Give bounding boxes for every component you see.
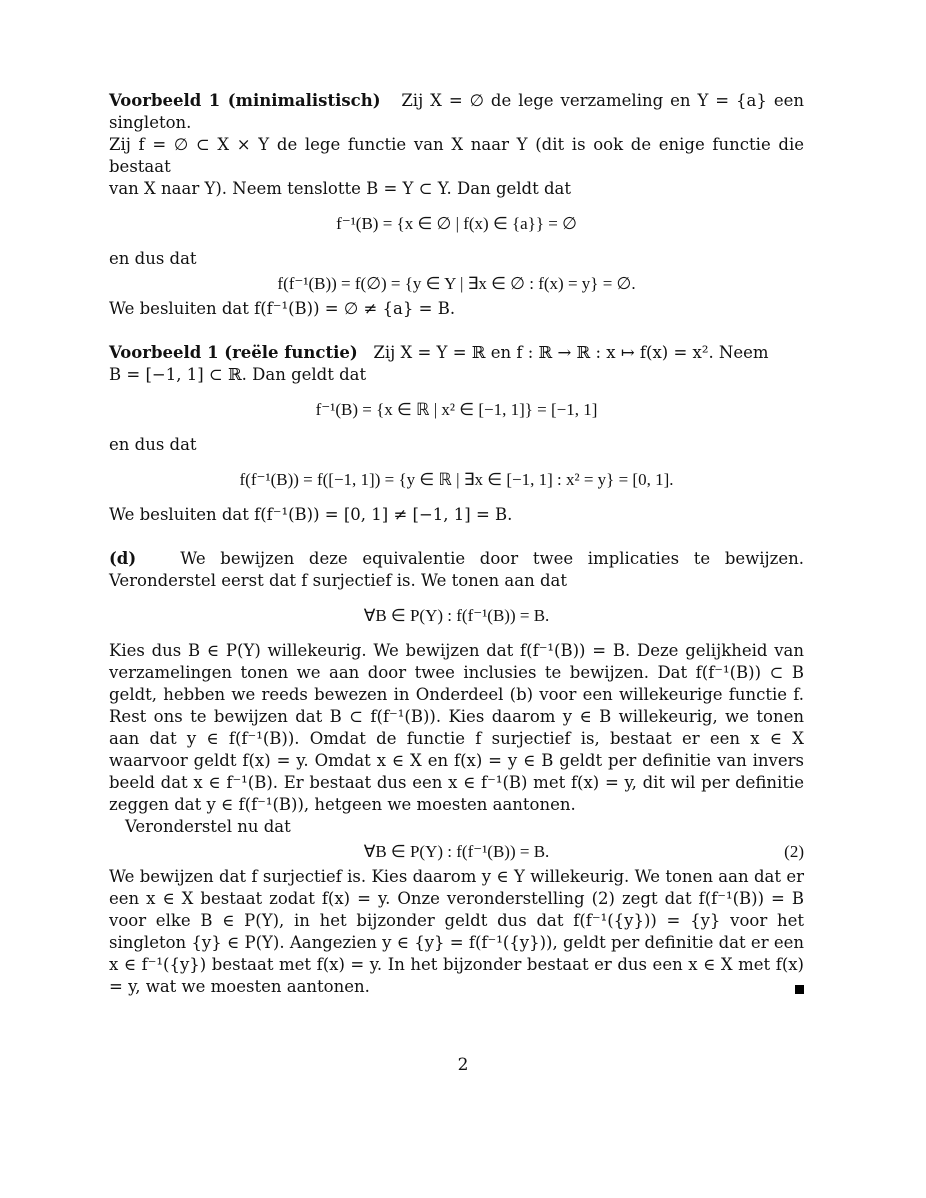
- qed-square-icon: [795, 985, 804, 994]
- part-d-intro: [109, 548, 804, 592]
- example1-equation-1: f⁻¹(B) = {x ∈ ∅ | f(x) ∈ {a}} = ∅: [336, 214, 577, 233]
- part-d-equation-1: ∀B ∈ P(Y) : f(f⁻¹(B)) = B.: [363, 606, 550, 625]
- example2-text-1: Zij X = Y = ℝ en f : ℝ → ℝ : x ↦ f(x) = x². Neem: [373, 343, 769, 362]
- part-d-intro-text: We bewijzen deze equivalentie door twee implicaties te bewijzen. Veronderstel eerst dat f surjectief is. We tonen aan dat: [109, 549, 804, 590]
- part-d-label: (d): [109, 549, 137, 568]
- example2-conclusion: We besluiten dat f(f⁻¹(B)) = [0, 1] ≠ [−1, 1] = B.: [109, 505, 513, 524]
- part-d-paragraph-1: Kies dus B ∈ P(Y) willekeurig. We bewijzen dat f(f⁻¹(B)) = B. Deze gelijkheid van verzamelingen tonen we aan door twee inclusies te bewijzen. Dat f(f⁻¹(B)) ⊂ B geldt, hebben we reeds bewezen in Onderdeel (b) voor een willekeurige functie f. Rest ons te bewijzen dat B ⊂ f(f⁻¹(B)). Kies daarom y ∈ B willekeurig, we tonen aan dat y ∈ f(f⁻¹(B)). Omdat de functie f surjectief is, bestaat er een x ∈ X waarvoor geldt f(x) = y. Omdat x ∈ X en f(x) = y ∈ B geldt per definitie van invers beeld dat x ∈ f⁻¹(B). Er bestaat dus een x ∈ f⁻¹(B) met f(x) = y, dit wil per definitie zeggen dat y ∈ f(f⁻¹(B)), hetgeen we moesten aantonen.: [109, 641, 804, 814]
- page-content: [109, 90, 804, 998]
- part-d-equation-2: ∀B ∈ P(Y) : f(f⁻¹(B)) = B.: [363, 842, 550, 861]
- example2-heading: Voorbeeld 1 (reële functie): [109, 343, 358, 362]
- example1-line2: Zij f = ∅ ⊂ X × Y de lege functie van X naar Y (dit is ook de enige functie die bestaat: [109, 135, 804, 176]
- equation-number: (2): [784, 842, 804, 861]
- part-d-paragraph-2: Veronderstel nu dat: [125, 817, 291, 836]
- page-number: 2: [457, 1055, 469, 1075]
- example1-line3: van X naar Y). Neem tenslotte B = Y ⊂ Y. Dan geldt dat: [109, 179, 572, 198]
- example1-conclusion: We besluiten dat f(f⁻¹(B)) = ∅ ≠ {a} = B.: [109, 299, 456, 318]
- part-d-paragraph-3: [109, 866, 804, 998]
- part-d-paragraph-3-text: We bewijzen dat f surjectief is. Kies daarom y ∈ Y willekeurig. We tonen aan dat er een x ∈ X bestaat zodat f(x) = y. Onze veronderstelling (2) zegt dat f(f⁻¹(B)) = B voor elke B ∈ P(Y), in het bijzonder geldt dus dat f(f⁻¹({y})) = {y} voor het singleton {y} ∈ P(Y). Aangezien y ∈ {y} = f(f⁻¹({y})), geldt per definitie dat er een x ∈ f⁻¹({y}) bestaat met f(x) = y. In het bijzonder bestaat er dus een x ∈ X met f(x) = y, wat we moesten aantonen.: [109, 867, 804, 996]
- part-d-equation-2-row: [109, 840, 804, 864]
- example2-line2: B = [−1, 1] ⊂ ℝ. Dan geldt dat: [109, 365, 367, 384]
- example2-equation-2: f(f⁻¹(B)) = f([−1, 1]) = {y ∈ ℝ | ∃x ∈ [−1, 1] : x² = y} = [0, 1].: [239, 470, 674, 489]
- example1-line1: [109, 90, 804, 134]
- example2-en-dus: en dus dat: [109, 435, 197, 454]
- example2-line1: [109, 342, 804, 364]
- example1-en-dus: en dus dat: [109, 249, 197, 268]
- example1-heading: Voorbeeld 1 (minimalistisch): [109, 91, 381, 110]
- example1-text-1: Zij X = ∅ de lege verzameling en Y = {a} een singleton.: [109, 91, 804, 132]
- example2-equation-1: f⁻¹(B) = {x ∈ ℝ | x² ∈ [−1, 1]} = [−1, 1]: [315, 400, 598, 419]
- example1-equation-2: f(f⁻¹(B)) = f(∅) = {y ∈ Y | ∃x ∈ ∅ : f(x) = y} = ∅.: [277, 274, 636, 293]
